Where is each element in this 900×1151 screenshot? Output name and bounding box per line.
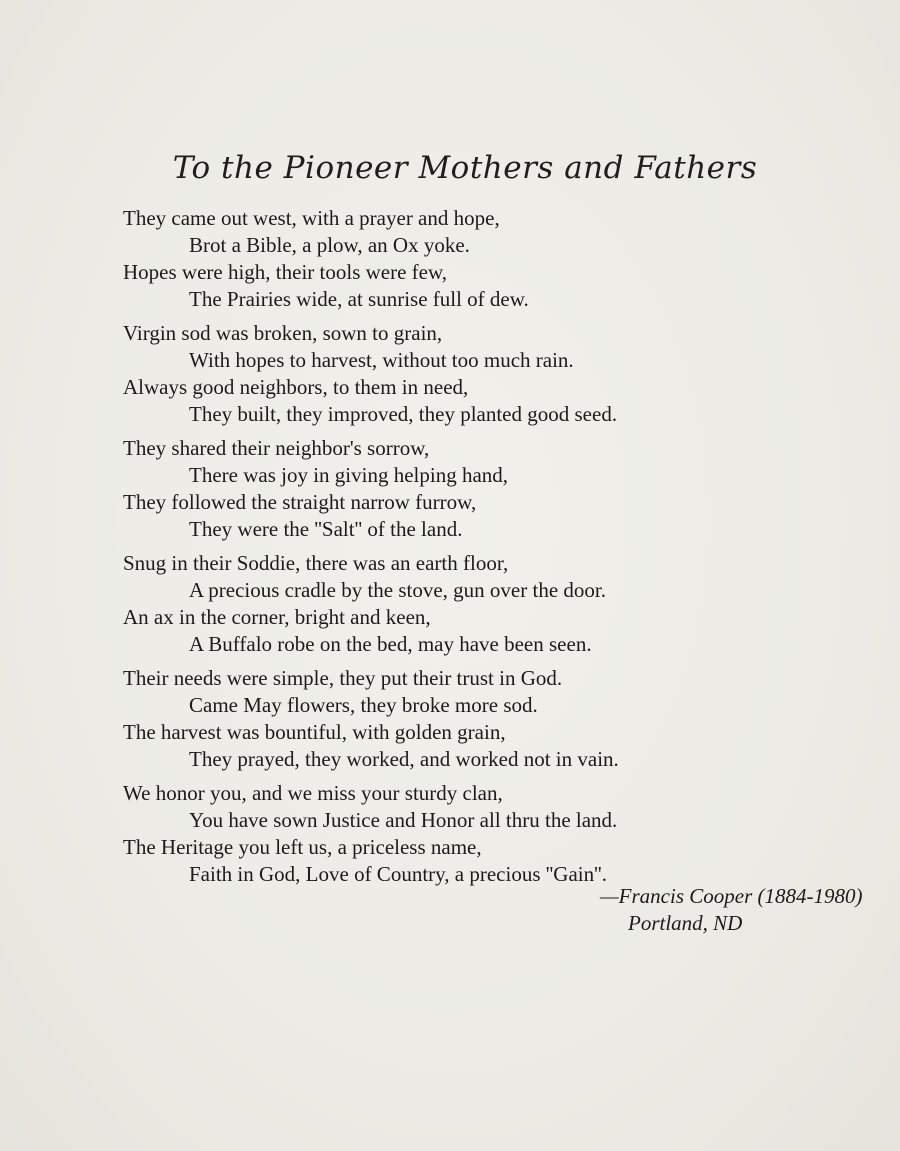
poem-line: The Heritage you left us, a priceless name, bbox=[123, 835, 482, 859]
poem-line: They prayed, they worked, and worked not in vain. bbox=[189, 747, 619, 771]
poem-body bbox=[123, 205, 843, 895]
attribution-place: Portland, ND bbox=[628, 911, 743, 935]
poem-line: Their needs were simple, they put their trust in God. bbox=[123, 666, 563, 690]
poem-line: With hopes to harvest, without too much rain. bbox=[189, 348, 574, 372]
poem-line: Virgin sod was broken, sown to grain, bbox=[123, 321, 443, 345]
poem-line: A Buffalo robe on the bed, may have been seen. bbox=[189, 632, 592, 656]
stanza bbox=[123, 550, 843, 658]
poem-line: Brot a Bible, a plow, an Ox yoke. bbox=[189, 233, 470, 257]
poem-line: They followed the straight narrow furrow, bbox=[123, 490, 477, 514]
poem-line: Always good neighbors, to them in need, bbox=[123, 375, 469, 399]
poem-line: You have sown Justice and Honor all thru the land. bbox=[189, 808, 618, 832]
poem-line: They were the ''Salt'' of the land. bbox=[189, 517, 463, 541]
stanza bbox=[123, 435, 843, 543]
attribution-author: —Francis Cooper (1884-1980) bbox=[600, 884, 863, 908]
attribution bbox=[600, 883, 890, 937]
poem-line: They came out west, with a prayer and hope, bbox=[123, 206, 500, 230]
poem-line: Faith in God, Love of Country, a precious ''Gain''. bbox=[189, 862, 607, 886]
stanza bbox=[123, 665, 843, 773]
poem-line: The harvest was bountiful, with golden grain, bbox=[123, 720, 506, 744]
poem-line: An ax in the corner, bright and keen, bbox=[123, 605, 431, 629]
poem-line: A precious cradle by the stove, gun over the door. bbox=[189, 578, 606, 602]
poem-line: There was joy in giving helping hand, bbox=[189, 463, 509, 487]
poem-line: They built, they improved, they planted good seed. bbox=[189, 402, 618, 426]
stanza bbox=[123, 780, 843, 888]
poem-line: Hopes were high, their tools were few, bbox=[123, 260, 448, 284]
poem-title: To the Pioneer Mothers and Fathers bbox=[172, 150, 758, 186]
stanza bbox=[123, 205, 843, 313]
poem-line: Snug in their Soddie, there was an earth floor, bbox=[123, 551, 509, 575]
stanza bbox=[123, 320, 843, 428]
poem-line: The Prairies wide, at sunrise full of dew. bbox=[189, 287, 529, 311]
poem-line: Came May flowers, they broke more sod. bbox=[189, 693, 538, 717]
poem-line: We honor you, and we miss your sturdy clan, bbox=[123, 781, 503, 805]
poem-line: They shared their neighbor's sorrow, bbox=[123, 436, 430, 460]
